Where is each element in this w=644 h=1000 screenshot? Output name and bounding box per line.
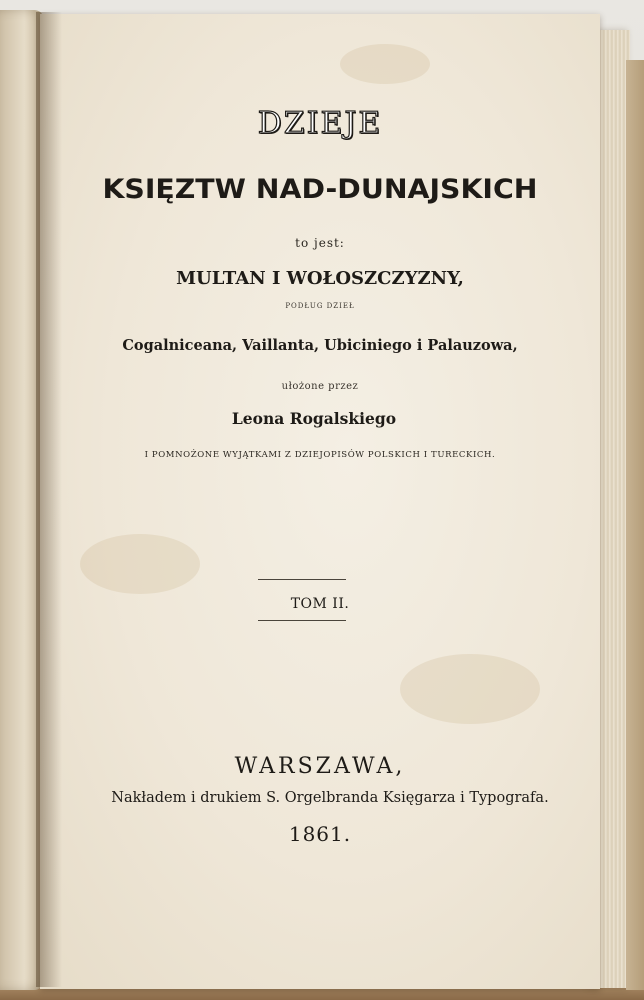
paper-stain <box>400 654 540 724</box>
volume-rule-bottom <box>258 620 346 621</box>
volume-label: TOM II. <box>290 596 350 612</box>
supplement-line: I POMNOŻONE WYJĄTKAMI Z DZIEJOPISÓW POLSKICH I TURECKICH. <box>144 450 496 460</box>
spine-shadow <box>36 12 62 987</box>
sources-line: Cogalniceana, Vaillanta, Ubiciniego i Palauzowa, <box>122 337 518 354</box>
subtitle-intro: to jest: <box>295 236 345 250</box>
title-line-1: DZIEJE <box>257 106 383 141</box>
imprint-year: 1861. <box>288 822 352 846</box>
paper-stain <box>80 534 200 594</box>
book-cover-edge <box>626 60 644 990</box>
imprint-publisher: Nakładem i drukiem S. Orgelbranda Księgarza i Typografa. <box>111 790 549 806</box>
title-page <box>40 14 600 989</box>
imprint-city: WARSZAWA, <box>234 754 406 779</box>
volume-rule-top <box>258 579 346 580</box>
title-line-2: KSIĘZTW NAD-DUNAJSKICH <box>102 174 538 205</box>
author-name: Leona Rogalskiego <box>231 409 397 428</box>
compiled-by-label: ułożone przez <box>281 381 359 392</box>
according-to-label: PODŁUG DZIEŁ <box>285 302 355 310</box>
subtitle: MULTAN I WOŁOSZCZYZNY, <box>176 268 464 289</box>
paper-stain <box>340 44 430 84</box>
